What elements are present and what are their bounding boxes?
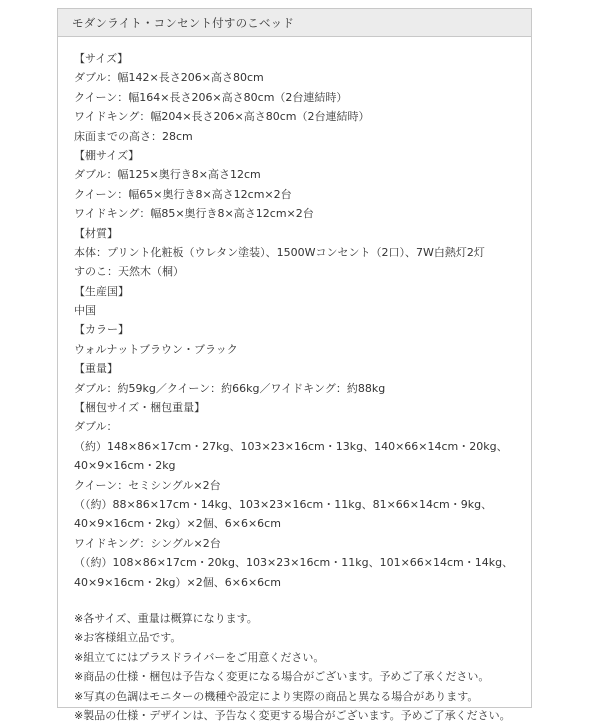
spec-body bbox=[58, 37, 531, 725]
spec-line: クイーン：幅65×奥行き8×高さ12cm×2台 bbox=[74, 187, 292, 201]
spec-line: 中国 bbox=[74, 304, 96, 318]
spec-line: クイーン：幅164×長さ206×高さ80cm（2台連結時） bbox=[74, 90, 348, 104]
spec-line: 40×9×16cm・2kg）×2個、6×6×6cm bbox=[74, 575, 281, 589]
spec-line: 40×9×16cm・2kg）×2個、6×6×6cm bbox=[74, 517, 281, 531]
section-heading-country: 【生産国】 bbox=[74, 284, 129, 298]
note-line: ※組立てにはプラスドライバーをご用意ください。 bbox=[74, 650, 325, 664]
spec-line: ダブル：幅125×奥行き8×高さ12cm bbox=[74, 168, 261, 182]
section-heading-packaging: 【梱包サイズ・梱包重量】 bbox=[74, 401, 206, 415]
note-line: ※お客様組立品です。 bbox=[74, 631, 182, 645]
spec-line: すのこ：天然木（桐） bbox=[74, 265, 184, 279]
notes-list bbox=[74, 609, 523, 725]
section-heading-weight: 【重量】 bbox=[74, 362, 118, 376]
note-line: ※商品の仕様・梱包は予告なく変更になる場合がございます。予めご了承ください。 bbox=[74, 670, 490, 684]
spec-line: （（約）88×86×17cm・14kg、103×23×16cm・11kg、81×66×14cm・9kg、 bbox=[74, 497, 493, 511]
spec-line: （約）148×86×17cm・27kg、103×23×16cm・13kg、140×66×14cm・20kg、 bbox=[74, 439, 508, 453]
section-gap bbox=[74, 592, 523, 609]
spec-line: ダブル：幅142×長さ206×高さ80cm bbox=[74, 71, 264, 85]
spec-line: ダブル： bbox=[74, 420, 118, 434]
note-line: ※各サイズ、重量は概算になります。 bbox=[74, 611, 258, 625]
spec-line: ウォルナットブラウン・ブラック bbox=[74, 342, 238, 356]
section-heading-color: 【カラー】 bbox=[74, 323, 129, 337]
section-heading-shelf-size: 【棚サイズ】 bbox=[74, 148, 140, 162]
header-bar bbox=[58, 9, 531, 37]
note-line: ※製品の仕様・デザインは、予告なく変更する場合がございます。予めご了承ください。 bbox=[74, 708, 511, 722]
section-heading-material: 【材質】 bbox=[74, 226, 118, 240]
spec-line: クイーン：セミシングル×2台 bbox=[74, 478, 221, 492]
section-heading-size: 【サイズ】 bbox=[74, 52, 129, 65]
spec-list bbox=[74, 49, 523, 592]
spec-line: ダブル：約59kg／クイーン：約66kg／ワイドキング：約88kg bbox=[74, 381, 386, 395]
spec-line: 床面までの高さ：28cm bbox=[74, 129, 193, 143]
spec-sheet bbox=[57, 8, 532, 722]
spec-line: ワイドキング：幅204×長さ206×高さ80cm（2台連結時） bbox=[74, 110, 370, 124]
note-line: ※写真の色調はモニターの機種や設定により実際の商品と異なる場合があります。 bbox=[74, 689, 479, 703]
spec-line: 40×9×16cm・2kg bbox=[74, 459, 176, 473]
spec-line: ワイドキング：シングル×2台 bbox=[74, 536, 221, 550]
spec-line: 本体：プリント化粧板（ウレタン塗装）、1500Wコンセント（2口）、7W白熱灯2灯 bbox=[74, 245, 485, 259]
spec-line: ワイドキング：幅85×奥行き8×高さ12cm×2台 bbox=[74, 207, 314, 221]
spec-line: （（約）108×86×17cm・20kg、103×23×16cm・11kg、101×66×14cm・14kg、 bbox=[74, 556, 514, 570]
page-title: モダンライト・コンセント付すのこベッド bbox=[72, 15, 295, 30]
